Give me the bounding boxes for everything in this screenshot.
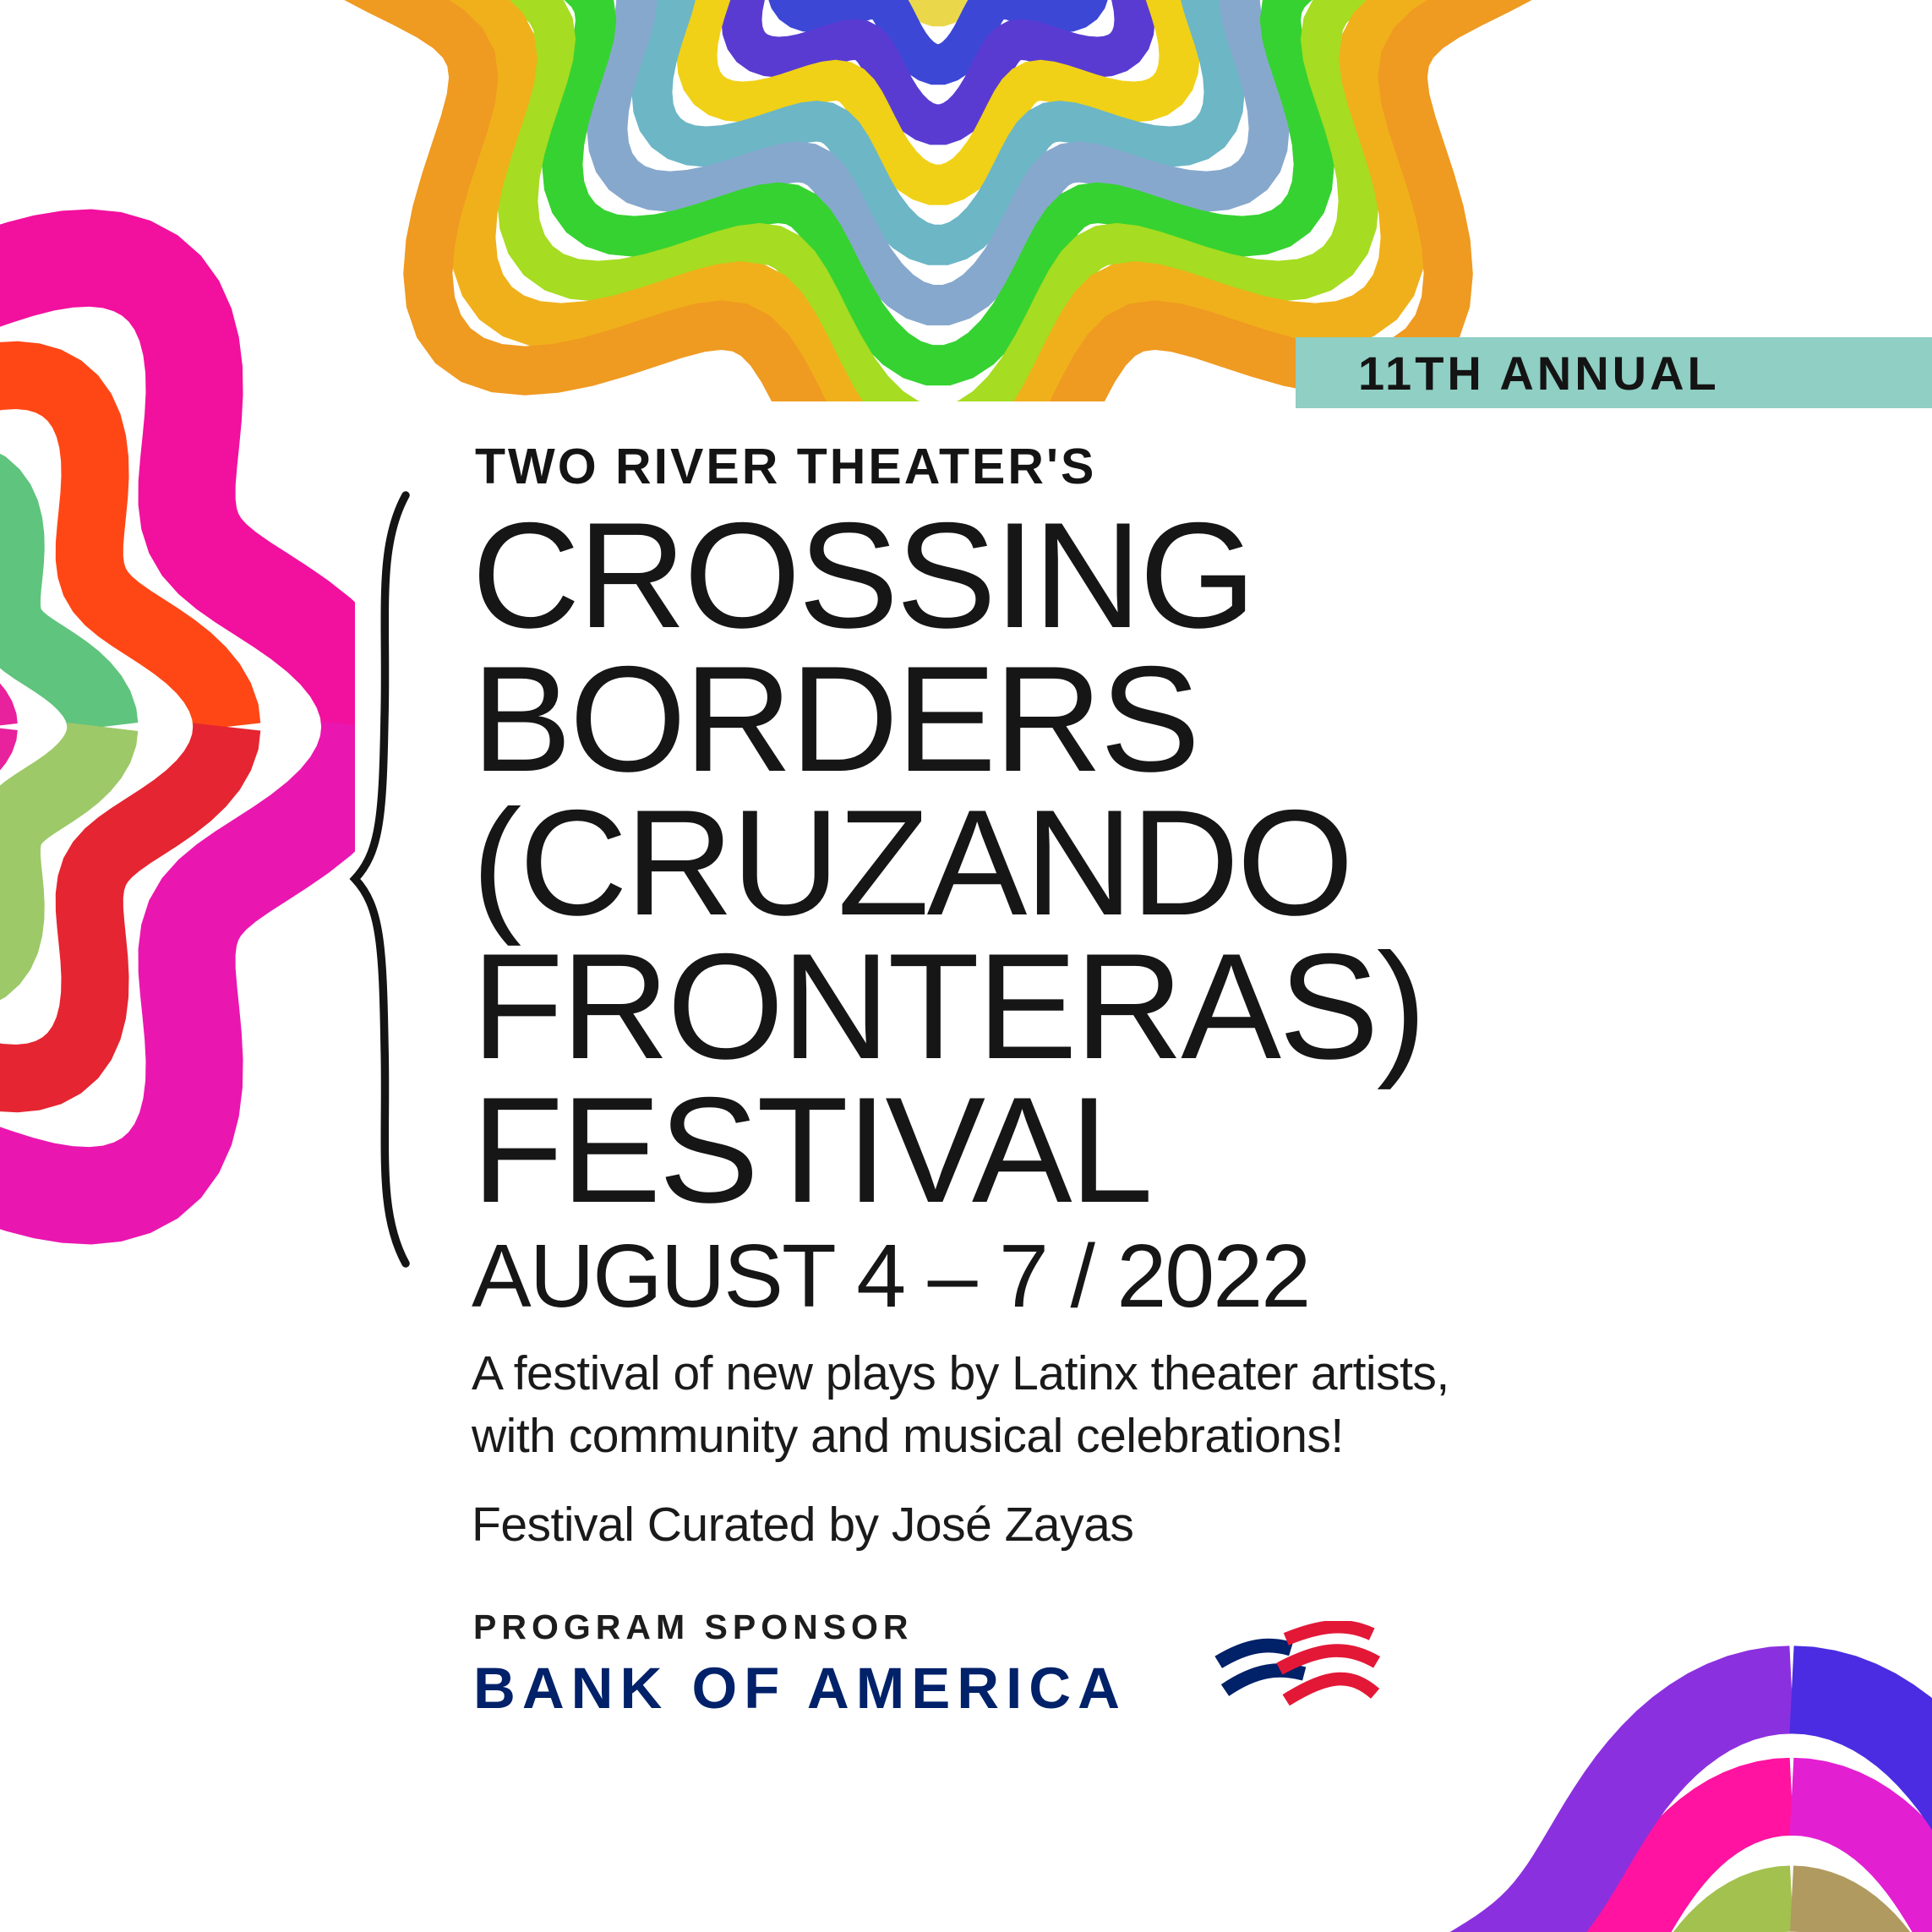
annual-badge: [1296, 337, 1932, 408]
curly-brace-decoration: [343, 488, 431, 1270]
title-line: (CRUZANDO: [472, 778, 1351, 947]
title-line: FESTIVAL: [472, 1066, 1151, 1234]
title-line: CROSSING: [472, 491, 1254, 659]
bank-of-america-flag-icon: [1207, 1621, 1380, 1724]
description-line: with community and musical celebrations!: [472, 1409, 1344, 1463]
sponsor-heading: PROGRAM SPONSOR: [473, 1607, 914, 1646]
bank-of-america-logo-text: BANK OF AMERICA: [473, 1656, 1127, 1721]
annual-badge-label: 11TH ANNUAL: [1358, 346, 1720, 400]
title-line: BORDERS: [472, 635, 1198, 803]
theater-name: TWO RIVER THEATER'S: [475, 439, 1097, 494]
left-wavy-star-decoration: [0, 25, 355, 1394]
curator-credit: Festival Curated by José Zayas: [472, 1498, 1134, 1552]
description-line: A festival of new plays by Latinx theater artists,: [472, 1346, 1449, 1400]
festival-title: [472, 491, 1424, 1234]
bottom-right-wavy-star-decoration: [1420, 1623, 1932, 1932]
festival-dates: AUGUST 4 – 7 / 2022: [472, 1226, 1310, 1326]
festival-description: [472, 1342, 1449, 1467]
title-line: FRONTERAS): [472, 922, 1424, 1090]
